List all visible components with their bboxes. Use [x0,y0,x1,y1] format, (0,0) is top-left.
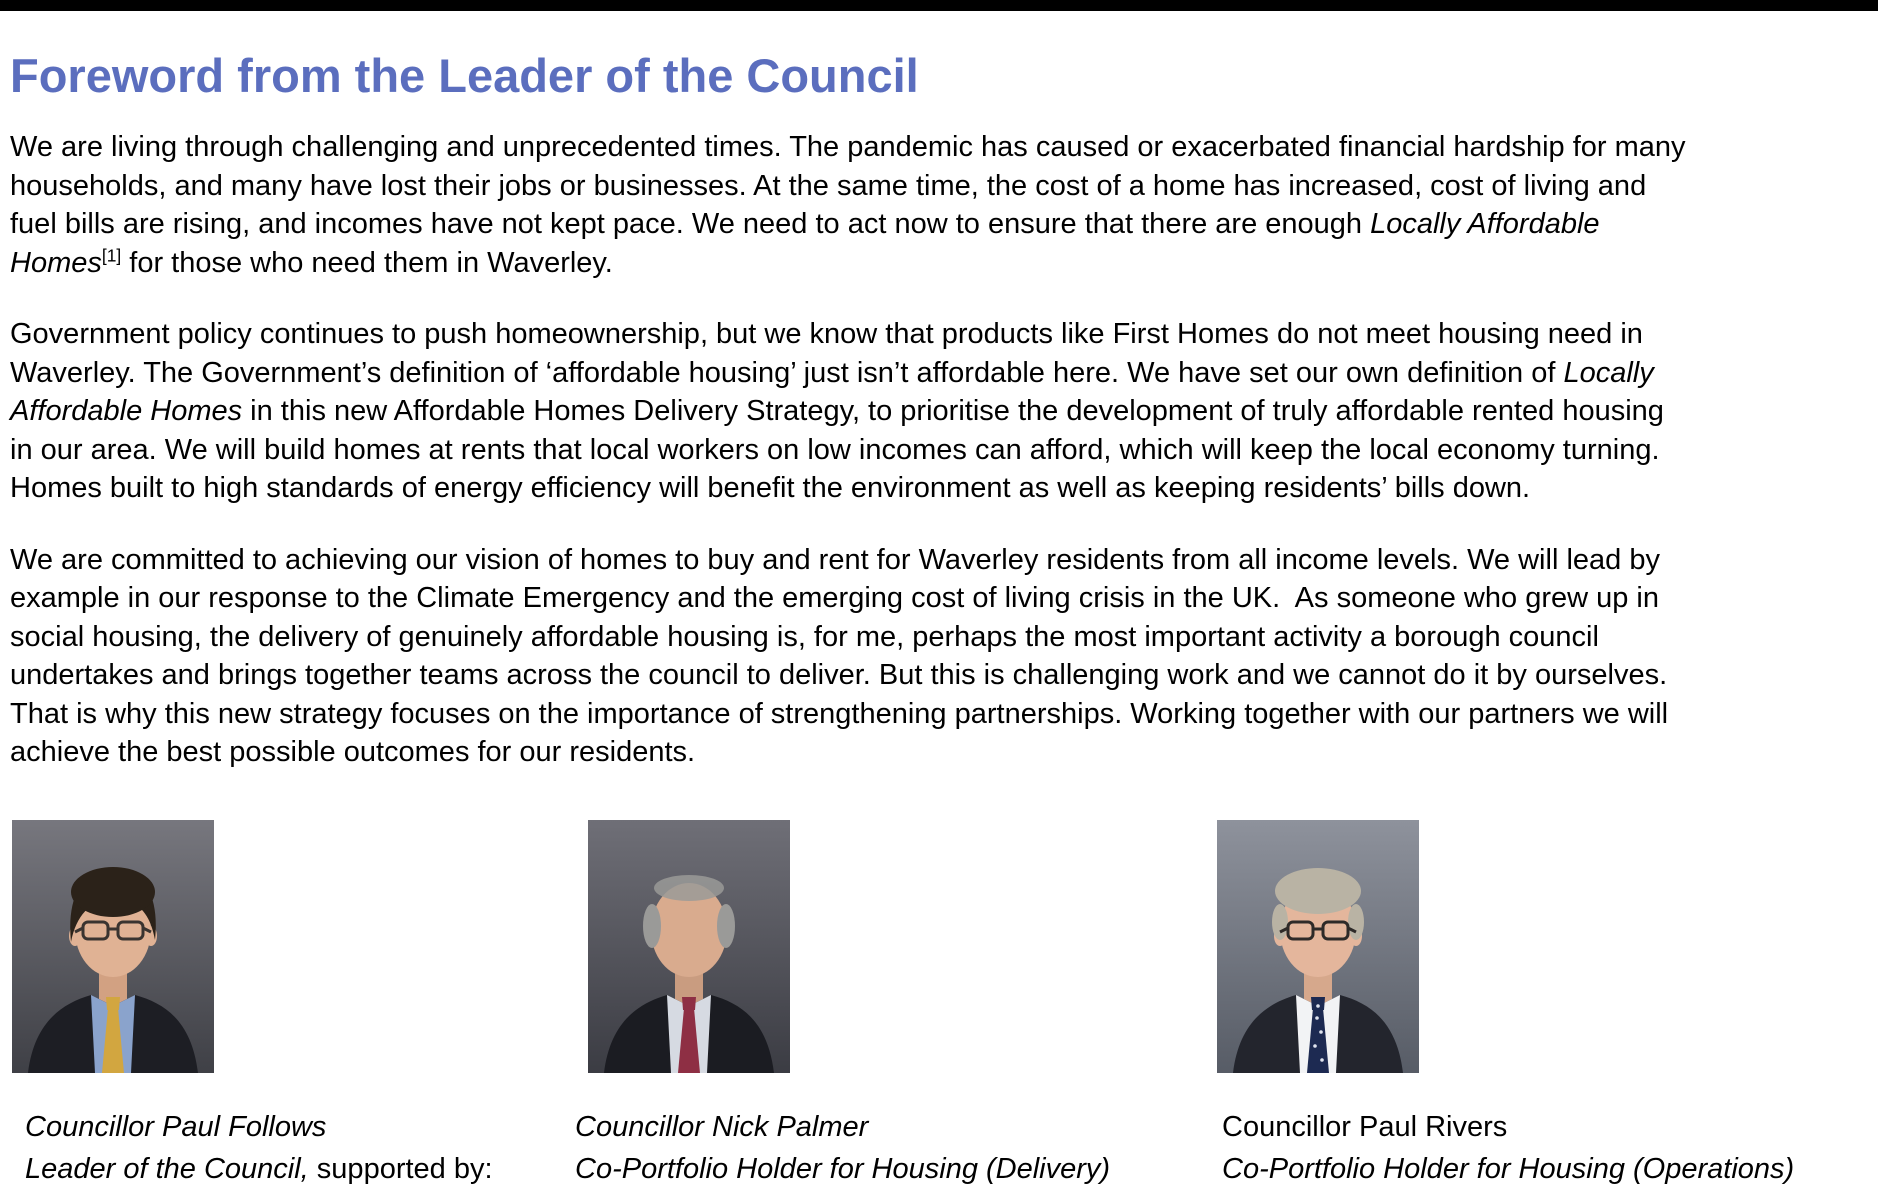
text-run: Leader of the Council, [25,1153,309,1185]
text-run: social housing, the delivery of genuinely affordable housing is, for me, perhaps the most important activity a borough council [10,620,1599,653]
text-line [10,541,1890,580]
text-line [10,656,1890,695]
footnote-marker: [1] [101,244,122,265]
text-run: We are living through challenging and unprecedented times. The pandemic has caused or exacerbated financial hardship for many [10,131,1686,163]
councillor-caption-1 [25,1106,493,1190]
text-run: Homes built to high standards of energy efficiency will benefit the environment as well as keeping residents’ bills down. [10,472,1531,504]
text-run: in our area. We will build homes at rents that local workers on low incomes can afford, which will keep the local economy turning. [10,433,1660,466]
text-line [10,733,1890,772]
text-run: undertakes and brings together teams across the council to deliver. But this is challenging work and we cannot do it by ourselves. [10,659,1668,691]
councillor-role [25,1148,493,1190]
councillor-photo-1 [12,820,214,1073]
councillor-photo-2 [588,820,790,1073]
councillor-name: Councillor Nick Palmer [575,1111,869,1143]
councillor-caption-2 [575,1106,1110,1190]
text-run: example in our response to the Climate Emergency and the emerging cost of living crisis in the UK. As someone who grew up in [10,582,1659,614]
text-line [10,469,1890,508]
text-line [10,167,1890,206]
paragraph [10,315,1890,508]
text-run: Affordable Homes [10,395,243,427]
text-run: We are committed to achieving our vision of homes to buy and rent for Waverley residents from all income levels. We will lead by [10,543,1660,576]
text-line [10,244,1890,283]
text-line [10,618,1890,657]
text-run: Locally [1563,356,1654,389]
text-run: fuel bills are rising, and incomes have not kept pace. We need to act now to ensure that there are enough [10,208,1371,240]
paragraph [10,541,1890,772]
text-run: for those who need them in Waverley. [121,246,613,279]
text-line [10,205,1890,244]
councillor-photo-3 [1217,820,1419,1073]
text-run: in this new Affordable Homes Delivery Strategy, to prioritise the development of truly affordable rented housing [242,395,1664,427]
councillor-name: Councillor Paul Rivers [1222,1111,1508,1143]
text-line [10,579,1890,618]
text-run: achieve the best possible outcomes for our residents. [10,736,696,768]
councillor-caption-3 [1222,1106,1794,1190]
councillor-role [1222,1148,1794,1190]
text-line [10,315,1890,354]
text-run: Co-Portfolio Holder for Housing (Operations) [1222,1153,1795,1185]
text-run: That is why this new strategy focuses on the importance of strengthening partnerships. Working together with our partners we will [10,697,1669,730]
text-line [10,128,1890,167]
text-run: Locally Affordable [1370,208,1600,240]
top-border-bar [0,0,1878,11]
councillor-name: Councillor Paul Follows [25,1111,327,1143]
councillor-role [575,1148,1110,1190]
page-title: Foreword from the Leader of the Council [10,49,919,102]
body-paragraphs [10,128,1890,805]
text-run: Government policy continues to push homeownership, but we know that products like First Homes do not meet housing need in [10,318,1643,350]
text-run: Homes [10,246,102,279]
text-run: Co-Portfolio Holder for Housing (Delivery) [575,1153,1111,1185]
text-line [10,354,1890,393]
text-run: Waverley. The Government’s definition of ‘affordable housing’ just isn’t affordable here. We have set our own definition of [10,356,1564,389]
text-line [10,695,1890,734]
text-run: households, and many have lost their jobs or businesses. At the same time, the cost of a home has increased, cost of living and [10,169,1647,202]
text-run: supported by: [308,1153,493,1185]
text-line [10,431,1890,470]
paragraph [10,128,1890,282]
text-line [10,392,1890,431]
